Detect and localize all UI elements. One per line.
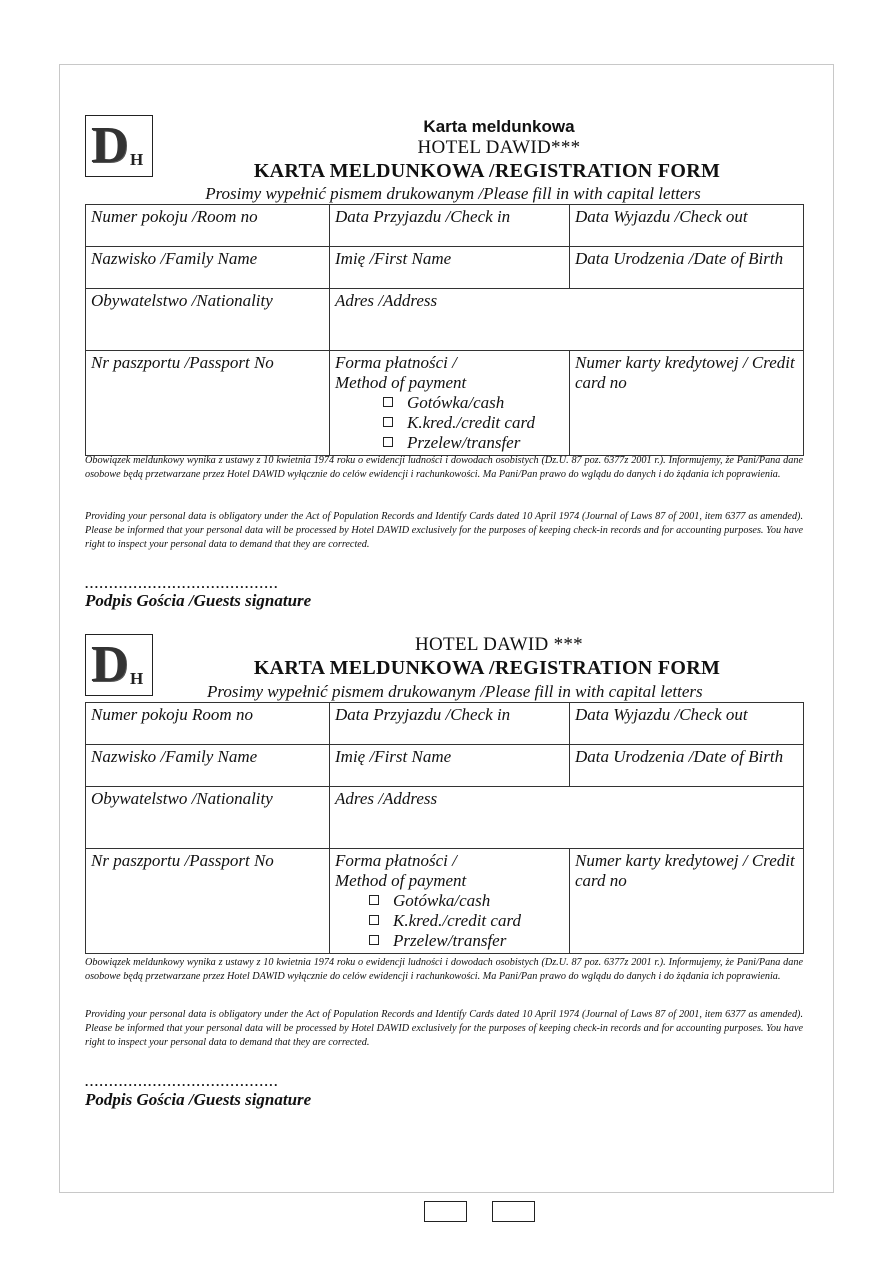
- payment-method-label: Forma płatności /: [335, 851, 457, 870]
- check-in-label: Data Przyjazdu /Check in: [335, 705, 511, 724]
- payment-option-cash[interactable]: [335, 891, 564, 911]
- credit-card-label: Numer karty kredytowej / Credit card no: [575, 851, 795, 890]
- checkbox-icon[interactable]: [369, 935, 379, 945]
- notice-english: Providing your personal data is obligatory under the Act of Population Records and Identify Cards dated 10 April 1974 (Journal of Laws 87 of 2001, item 6377 as amended). Please be informed that your personal data will be processed by Hotel DAWID exclusively for the purposes of keeping check-in records and for accounting purposes. You have right to inspect your personal data to demand that they are corrected.: [85, 511, 803, 550]
- first-name-label: Imię /First Name: [335, 249, 452, 268]
- checkbox-icon[interactable]: [369, 895, 379, 905]
- checkbox-icon[interactable]: [383, 417, 393, 427]
- credit-card-field[interactable]: [570, 351, 804, 456]
- passport-number-field[interactable]: [86, 849, 330, 954]
- date-of-birth-field[interactable]: [570, 745, 804, 787]
- signature-line[interactable]: ........................................: [85, 576, 279, 591]
- nationality-field[interactable]: [86, 289, 330, 351]
- signature-label: Podpis Gościa /Guests signature: [85, 591, 312, 610]
- payment-option-transfer[interactable]: [335, 931, 564, 951]
- logo-subscript: H: [130, 150, 144, 169]
- room-number-label: Numer pokoju Room no: [91, 705, 253, 724]
- form-title: KARTA MELDUNKOWA /REGISTRATION FORM: [253, 160, 721, 182]
- logo-letter: D: [91, 636, 129, 693]
- check-out-label: Data Wyjazdu /Check out: [575, 705, 748, 724]
- credit-card-field[interactable]: [570, 849, 804, 954]
- room-number-label: Numer pokoju /Room no: [91, 207, 258, 226]
- checkbox-icon[interactable]: [383, 437, 393, 447]
- first-name-field[interactable]: [330, 745, 570, 787]
- address-label: Adres /Address: [335, 291, 438, 310]
- payment-option-cash[interactable]: [335, 393, 564, 413]
- passport-number-label: Nr paszportu /Passport No: [91, 353, 274, 372]
- hotel-name: HOTEL DAWID***: [417, 137, 581, 158]
- payment-option-card-label: K.kred./credit card: [393, 911, 521, 930]
- date-of-birth-label: Data Urodzenia /Date of Birth: [575, 249, 784, 268]
- payment-option-transfer[interactable]: [335, 433, 564, 453]
- credit-card-label: Numer karty kredytowej / Credit card no: [575, 353, 795, 392]
- page-number-box: [424, 1201, 467, 1222]
- date-of-birth-label: Data Urodzenia /Date of Birth: [575, 747, 784, 766]
- family-name-field[interactable]: [86, 247, 330, 289]
- nationality-label: Obywatelstwo /Nationality: [91, 789, 273, 808]
- payment-method-label-en: Method of payment: [335, 871, 467, 890]
- nationality-field[interactable]: [86, 787, 330, 849]
- payment-method-field: [330, 849, 570, 954]
- form-subtitle: Karta meldunkowa: [423, 117, 575, 136]
- payment-option-card[interactable]: [335, 911, 564, 931]
- registration-form-2: [85, 632, 803, 1122]
- room-number-field[interactable]: [86, 205, 330, 247]
- check-out-field[interactable]: [570, 703, 804, 745]
- first-name-label: Imię /First Name: [335, 747, 452, 766]
- payment-method-field: [330, 351, 570, 456]
- signature-label: Podpis Gościa /Guests signature: [85, 1090, 312, 1109]
- family-name-field[interactable]: [86, 745, 330, 787]
- passport-number-label: Nr paszportu /Passport No: [91, 851, 274, 870]
- checkbox-icon[interactable]: [383, 397, 393, 407]
- check-in-label: Data Przyjazdu /Check in: [335, 207, 511, 226]
- passport-number-field[interactable]: [86, 351, 330, 456]
- notice-polish: Obowiązek meldunkowy wynika z ustawy z 10 kwietnia 1974 roku o ewidencji ludności i dowodach osobistych (Dz.U. 87 poz. 6377z 2001 r.). Informujemy, że Pani/Pana dane osobowe będą przetwarzane przez Hotel DAWID wyłącznie do celów ewidencji i rachunkowości. Ma Pani/Pan prawo do wglądu do danych i do żądania ich poprawienia.: [85, 455, 803, 480]
- payment-method-label-en: Method of payment: [335, 373, 467, 392]
- check-out-field[interactable]: [570, 205, 804, 247]
- check-out-label: Data Wyjazdu /Check out: [575, 207, 748, 226]
- payment-option-cash-label: Gotówka/cash: [407, 393, 505, 412]
- payment-option-transfer-label: Przelew/transfer: [393, 931, 507, 950]
- payment-option-cash-label: Gotówka/cash: [393, 891, 491, 910]
- page-number-box: [492, 1201, 535, 1222]
- check-in-field[interactable]: [330, 205, 570, 247]
- check-in-field[interactable]: [330, 703, 570, 745]
- fill-instruction: Prosimy wypełnić pismem drukowanym /Please fill in with capital letters: [207, 682, 703, 701]
- signature-line[interactable]: ........................................: [85, 1074, 279, 1089]
- logo-subscript: H: [130, 669, 144, 688]
- fill-instruction: Prosimy wypełnić pismem drukowanym /Please fill in with capital letters: [205, 184, 701, 203]
- date-of-birth-field[interactable]: [570, 247, 804, 289]
- registration-table: [85, 204, 804, 456]
- address-label: Adres /Address: [335, 789, 438, 808]
- checkbox-icon[interactable]: [369, 915, 379, 925]
- family-name-label: Nazwisko /Family Name: [91, 249, 258, 268]
- payment-method-label: Forma płatności /: [335, 353, 457, 372]
- notice-polish: Obowiązek meldunkowy wynika z ustawy z 10 kwietnia 1974 roku o ewidencji ludności i dowodach osobistych (Dz.U. 87 poz. 6377z 2001 r.). Informujemy, że Pani/Pana dane osobowe będą przetwarzane przez Hotel DAWID wyłącznie do celów ewidencji i rachunkowości. Ma Pani/Pan prawo do wglądu do danych i do żądania ich poprawienia.: [85, 957, 803, 982]
- payment-option-card-label: K.kred./credit card: [407, 413, 535, 432]
- logo-letter: D: [91, 117, 129, 174]
- hotel-name: HOTEL DAWID ***: [415, 634, 583, 655]
- address-field[interactable]: [330, 289, 804, 351]
- payment-option-card[interactable]: [335, 413, 564, 433]
- family-name-label: Nazwisko /Family Name: [91, 747, 258, 766]
- form-title: KARTA MELDUNKOWA /REGISTRATION FORM: [253, 657, 721, 679]
- registration-form-1: [85, 113, 803, 613]
- payment-option-transfer-label: Przelew/transfer: [407, 433, 521, 452]
- nationality-label: Obywatelstwo /Nationality: [91, 291, 273, 310]
- address-field[interactable]: [330, 787, 804, 849]
- first-name-field[interactable]: [330, 247, 570, 289]
- notice-english: Providing your personal data is obligatory under the Act of Population Records and Identify Cards dated 10 April 1974 (Journal of Laws 87 of 2001, item 6377 as amended). Please be informed that your personal data will be processed by Hotel DAWID exclusively for the purposes of keeping check-in records and for accounting purposes. You have right to inspect your personal data to demand that they are corrected.: [85, 1009, 803, 1048]
- registration-table: [85, 702, 804, 954]
- room-number-field[interactable]: [86, 703, 330, 745]
